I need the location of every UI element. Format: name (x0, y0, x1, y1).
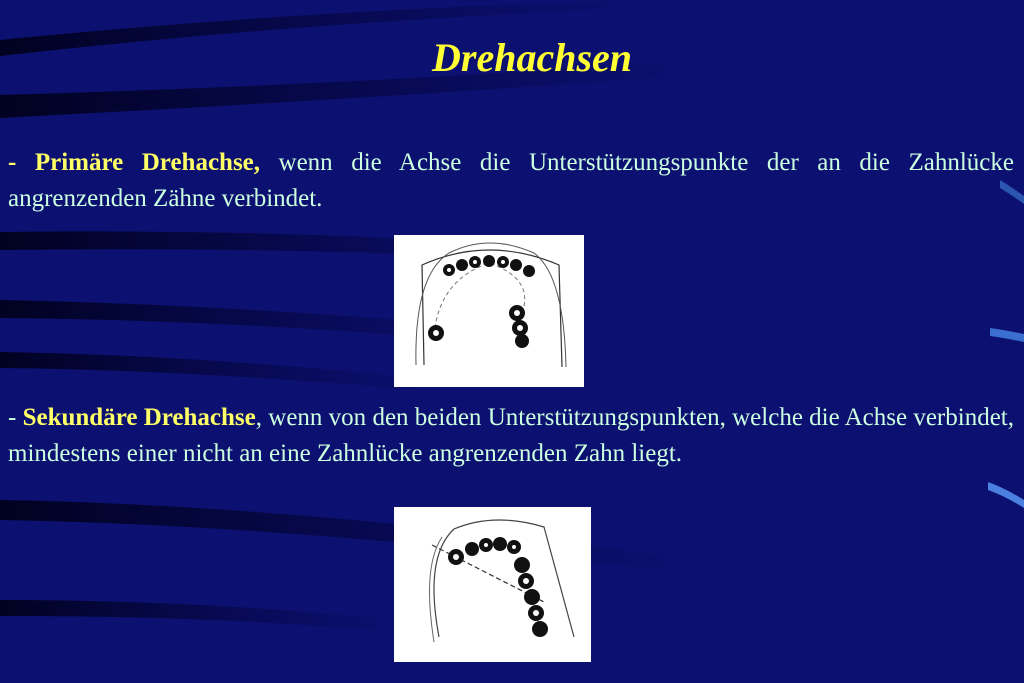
secondary-axis-prefix: - (8, 404, 23, 431)
primary-axis-illustration (394, 235, 584, 387)
secondary-axis-illustration (394, 507, 591, 662)
slide-title: Drehachsen (431, 35, 633, 80)
primary-axis-term: - Primäre Drehachse, (8, 149, 261, 176)
primary-axis-definition: wenn die Achse die Unterstützungspunkte der an die Zahnlücke angrenzenden Zähne verbindet. (8, 149, 1014, 212)
secondary-axis-paragraph (8, 400, 1014, 472)
secondary-axis-definition: , wenn von den beiden Unterstützungspunkten, welche die Achse verbindet, mindestens einer nicht an eine Zahnlücke angrenzenden Zahn liegt. (8, 404, 1014, 467)
secondary-axis-term: Sekundäre Drehachse (22, 404, 256, 431)
primary-axis-paragraph (8, 145, 1014, 217)
